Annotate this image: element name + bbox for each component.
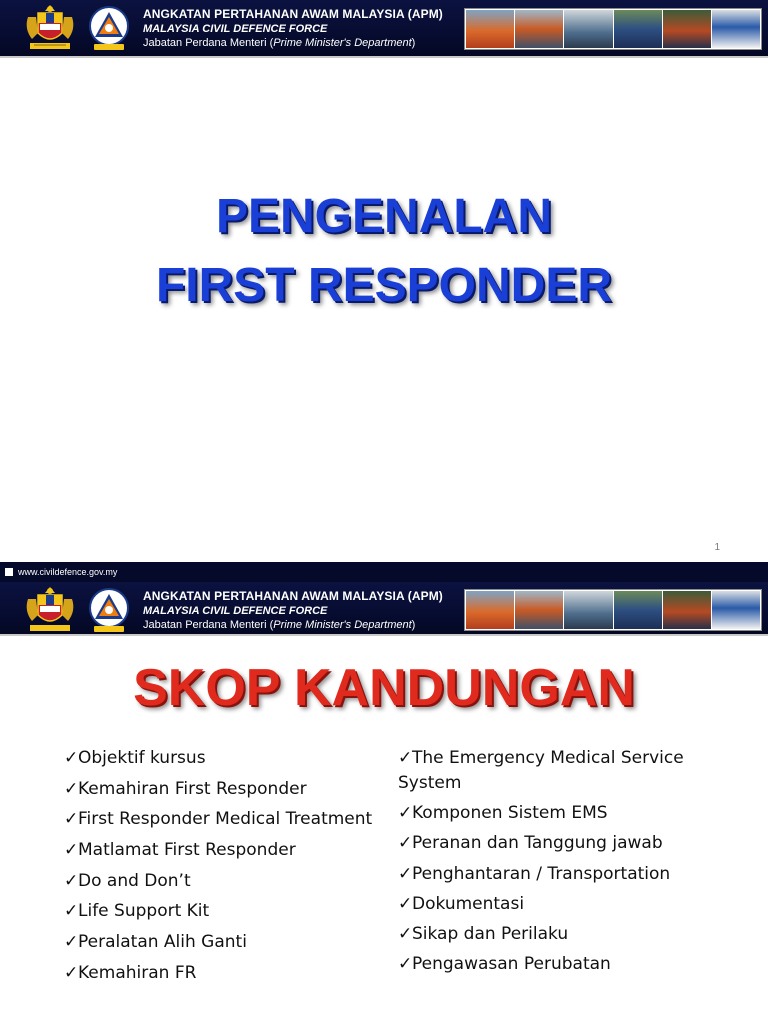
- check-icon: ✓: [64, 778, 79, 799]
- list-item: ✓First Responder Medical Treatment: [64, 807, 394, 832]
- header-photo: [712, 10, 760, 48]
- list-item: ✓Objektif kursus: [64, 746, 394, 771]
- header-banner: [0, 0, 768, 58]
- list-item: ✓Sikap dan Perilaku: [398, 922, 718, 947]
- check-icon: ✓: [64, 962, 79, 983]
- list-item: ✓The Emergency Medical Service System: [398, 748, 684, 793]
- coat-of-arms-icon: [22, 3, 78, 53]
- list-item: ✓Kemahiran First Responder: [64, 777, 394, 802]
- page-number: 1: [714, 542, 720, 553]
- org-name: ANGKATAN PERTAHANAN AWAM MALAYSIA (APM): [143, 589, 443, 603]
- header-photo-strip: [464, 8, 762, 50]
- header-photo: [515, 591, 563, 629]
- header-photo-strip: [464, 589, 762, 631]
- check-icon: ✓: [64, 809, 79, 830]
- list-item: ✓Peralatan Alih Ganti: [64, 930, 394, 955]
- header-photo: [712, 591, 760, 629]
- header-photo: [564, 10, 612, 48]
- header-photo: [466, 591, 514, 629]
- check-icon: ✓: [398, 923, 413, 944]
- website-bar: [0, 562, 768, 582]
- slide-2: [0, 562, 768, 1024]
- header-photo: [466, 10, 514, 48]
- check-icon: ✓: [398, 863, 413, 884]
- civil-defence-emblem-icon: [88, 586, 130, 634]
- list-item: ✓Pengawasan Perubatan: [398, 952, 718, 977]
- department-line: Jabatan Perdana Menteri (Prime Minister's Department): [143, 37, 416, 49]
- check-icon: ✓: [398, 893, 413, 914]
- coat-of-arms-icon: [22, 585, 78, 635]
- check-icon: ✓: [64, 840, 79, 861]
- header-text: [143, 7, 443, 50]
- header-photo: [663, 10, 711, 48]
- header-photo: [564, 591, 612, 629]
- slide-title-line-2: FIRST RESPONDER: [155, 259, 613, 312]
- check-icon: ✓: [64, 901, 79, 922]
- list-item: ✓Kemahiran FR: [64, 961, 394, 986]
- check-icon: ✓: [398, 803, 413, 824]
- list-item: ✓Peranan dan Tanggung jawab: [398, 831, 718, 856]
- square-bullet-icon: [5, 568, 13, 576]
- check-icon: ✓: [398, 954, 413, 975]
- list-item: ✓Life Support Kit: [64, 899, 394, 924]
- check-icon: ✓: [64, 748, 79, 768]
- website-url: www.civildefence.gov.my: [18, 567, 118, 577]
- header-photo: [515, 10, 563, 48]
- org-name: ANGKATAN PERTAHANAN AWAM MALAYSIA (APM): [143, 7, 443, 21]
- check-icon: ✓: [64, 870, 79, 891]
- check-icon: ✓: [398, 748, 413, 768]
- org-name-english: MALAYSIA CIVIL DEFENCE FORCE: [143, 23, 328, 35]
- header-text: [143, 589, 443, 632]
- content-list-left: [64, 746, 394, 992]
- list-item: ✓Matlamat First Responder: [64, 838, 394, 863]
- slide-title: SKOP KANDUNGAN: [133, 659, 635, 717]
- slide-title-line-1: PENGENALAN: [215, 190, 553, 243]
- header-photo: [614, 10, 662, 48]
- civil-defence-emblem-icon: [88, 4, 130, 52]
- org-name-english: MALAYSIA CIVIL DEFENCE FORCE: [143, 605, 328, 617]
- list-item: ✓Penghantaran / Transportation: [398, 862, 718, 887]
- header-photo: [663, 591, 711, 629]
- department-line: Jabatan Perdana Menteri (Prime Minister's Department): [143, 619, 416, 631]
- header-photo: [614, 591, 662, 629]
- header-banner: [0, 582, 768, 636]
- list-item: ✓Komponen Sistem EMS: [398, 801, 718, 826]
- content-list-right: [398, 746, 718, 982]
- list-item: ✓Do and Don’t: [64, 869, 394, 894]
- list-item: ✓Dokumentasi: [398, 892, 718, 917]
- check-icon: ✓: [398, 833, 413, 854]
- check-icon: ✓: [64, 932, 79, 953]
